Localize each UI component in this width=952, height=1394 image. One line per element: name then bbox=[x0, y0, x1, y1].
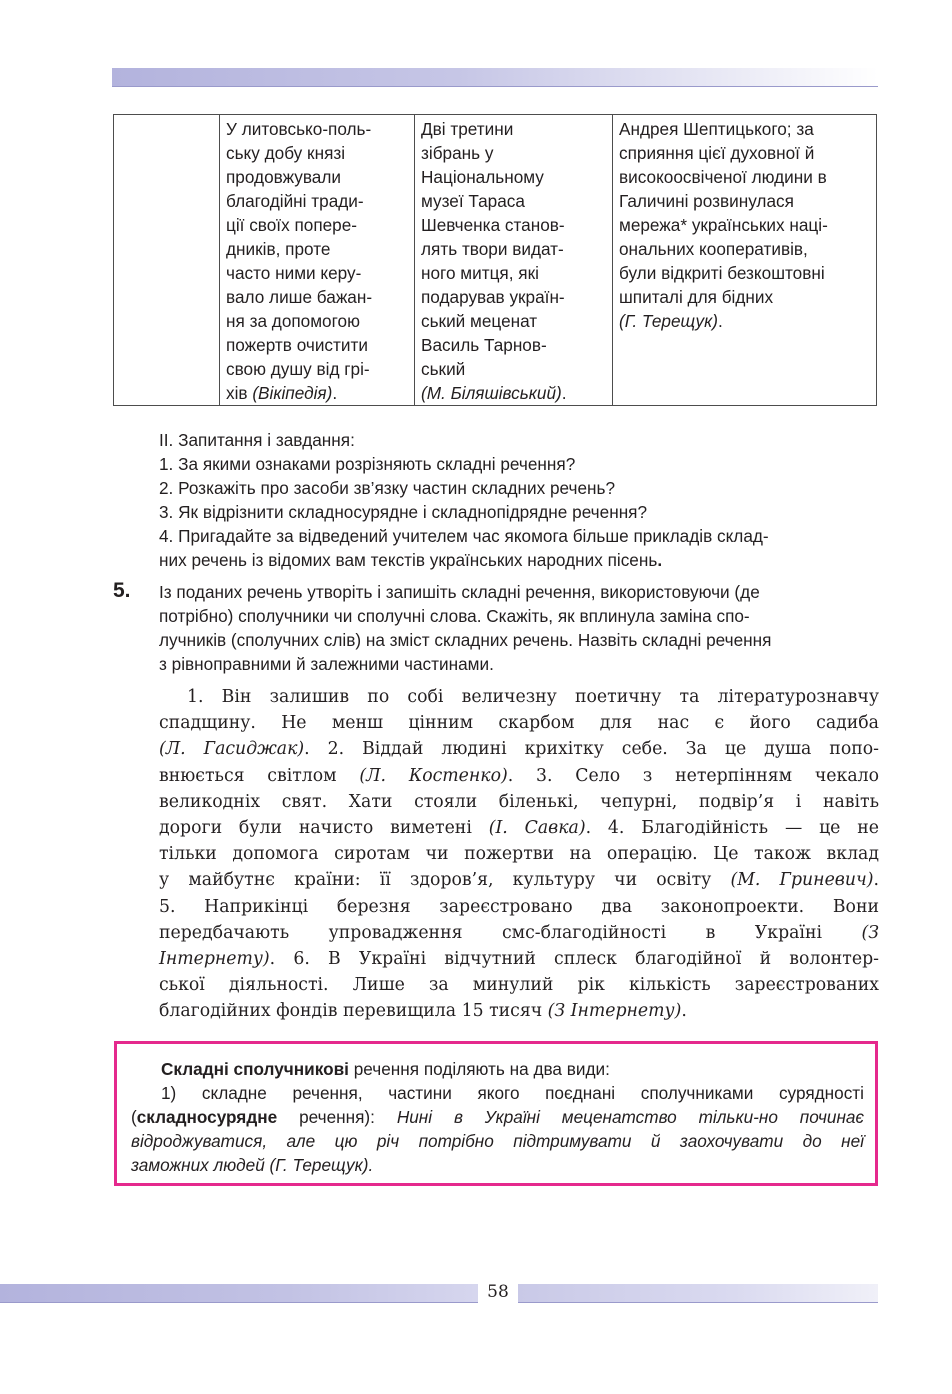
cell-line: мережа* українських наці- bbox=[619, 215, 828, 235]
table-cell-shevchenko-museum bbox=[415, 115, 613, 406]
cell-line: пожертв очистити bbox=[226, 335, 368, 355]
rule-example: Нині в Україні меценатство тільки-но починає bbox=[396, 1107, 864, 1127]
cell-line: Василь Тарнов- bbox=[421, 335, 547, 355]
sentence-line: 5. Наприкінці березня зареєстровано два законопроекти. Вони bbox=[159, 896, 879, 917]
cell-line: часто ними керу- bbox=[226, 263, 362, 283]
cell-line: ський bbox=[421, 359, 466, 379]
sentence-text: у майбутнє країни: її здоров’я, культуру чи освіту bbox=[159, 870, 731, 891]
sentence-text: . 3. Село з нетерпінням чекало bbox=[507, 765, 879, 786]
cell-line: ську добу князі bbox=[226, 143, 346, 163]
cell-line: були відкриті безкоштовні bbox=[619, 263, 825, 283]
cell-line: Національному bbox=[421, 167, 544, 187]
cell-text: хів bbox=[226, 383, 253, 403]
question-item: 4. Пригадайте за відведений учителем час якомога більше прикладів склад- bbox=[159, 526, 769, 546]
cell-line: Галичині розвинулася bbox=[619, 191, 794, 211]
footer-band-right bbox=[518, 1284, 878, 1302]
source-citation: Інтернету) bbox=[159, 949, 270, 970]
period: . bbox=[561, 383, 567, 403]
sentence-text: дороги були начисто виметені bbox=[159, 818, 489, 839]
source-citation: (Л. Костенко) bbox=[359, 765, 508, 786]
sentence-text: . 4. Благодійність — це не bbox=[585, 818, 880, 839]
cell-line: музеї Тараса bbox=[421, 191, 525, 211]
question-item: 3. Як відрізнити складносурядне і складнопідрядне речення? bbox=[159, 502, 648, 522]
rule-text: речення поділяють на два види: bbox=[348, 1059, 610, 1079]
header-band bbox=[112, 68, 878, 86]
cell-line-last bbox=[226, 381, 408, 405]
rule-line bbox=[131, 1057, 864, 1081]
cell-line: дників, проте bbox=[226, 239, 331, 259]
cell-line: подарував україн- bbox=[421, 287, 565, 307]
questions-section bbox=[159, 428, 881, 572]
cell-line: Шевченка станов- bbox=[421, 215, 565, 235]
rule-example: відроджуватися, але цю річ потрібно підтримувати й заохочувати до неї bbox=[131, 1131, 864, 1151]
cell-line: продовжували bbox=[226, 167, 341, 187]
period: . bbox=[717, 311, 723, 331]
table-cell-lithuanian-period bbox=[220, 115, 415, 406]
task-line: потрібно) сполучники чи сполучні слова. Скажіть, як вплинула заміна спо- bbox=[159, 606, 750, 626]
task-line: з рівноправними й залежними частинами. bbox=[159, 654, 494, 674]
source-citation: (М. Гриневич) bbox=[730, 870, 874, 891]
rule-box-text bbox=[131, 1057, 864, 1177]
sentence-line: тільки допомога сиротам чи пожертви на операцію. Це також вклад bbox=[159, 844, 879, 865]
source-citation: (І. Савка) bbox=[488, 818, 586, 839]
cell-line: ня за допомогою bbox=[226, 311, 360, 331]
page-number: 58 bbox=[487, 1282, 509, 1302]
rule-term: Складні сполучникові bbox=[161, 1059, 349, 1079]
rule-line bbox=[131, 1105, 864, 1129]
source-citation: (З Інтернету) bbox=[547, 1001, 682, 1022]
questions-heading: II. Запитання і завдання: bbox=[159, 430, 355, 450]
question-item-continuation bbox=[159, 548, 881, 572]
cell-line: шпиталі для бідних bbox=[619, 287, 774, 307]
rule-text: речення): bbox=[277, 1107, 397, 1127]
rule-text: ( bbox=[131, 1107, 137, 1127]
task-line: лучників (сполучних слів) на зміст складних речень. Назвіть складні речення bbox=[159, 630, 772, 650]
rule-example: заможних людей (Г. Терещук). bbox=[131, 1155, 374, 1175]
question-text: них речень із відомих вам текстів українських народних пісень bbox=[159, 550, 658, 570]
source-citation: (Г. Терещук) bbox=[619, 311, 718, 331]
sentence-text: . bbox=[681, 1001, 687, 1022]
sentence-line: 1. Він залишив по собі величезну поетичну та літературознавчу bbox=[187, 687, 879, 707]
sentence-line: спадщину. Не менш цінним скарбом для нас є його садиба bbox=[159, 713, 879, 734]
sentence-line bbox=[159, 946, 879, 972]
exercise-sentences bbox=[159, 684, 879, 1025]
cell-line: свою душу від грі- bbox=[226, 359, 370, 379]
cell-line: благодійні тради- bbox=[226, 191, 364, 211]
cell-line: ного митця, які bbox=[421, 263, 539, 283]
cell-line: ції своїх попере- bbox=[226, 215, 358, 235]
rule-line: 1) складне речення, частини якого поєднані сполучниками сурядності bbox=[161, 1083, 864, 1103]
footer-band-left bbox=[0, 1284, 478, 1302]
question-item: 2. Розкажіть про засоби зв’язку частин складних речень? bbox=[159, 478, 616, 498]
sentence-text: передбачають упровадження смс-благодійності в Україні bbox=[159, 922, 862, 943]
exercise-task bbox=[159, 580, 881, 676]
sentence-line bbox=[159, 998, 879, 1024]
task-line: Із поданих речень утворіть і запишіть складні речення, використовуючи (де bbox=[159, 582, 760, 602]
question-item: 1. За якими ознаками розрізняють складні речення? bbox=[159, 454, 576, 474]
cell-line: ський меценат bbox=[421, 311, 538, 331]
table-row bbox=[114, 115, 877, 406]
source-citation: (М. Біляшівський) bbox=[421, 383, 562, 403]
cell-line: високоосвіченої людини в bbox=[619, 167, 827, 187]
sentence-text: . 2. Віддай людині крихітку себе. За це душа попо- bbox=[304, 739, 879, 760]
table-cell-empty bbox=[114, 115, 220, 406]
sentence-line bbox=[159, 867, 879, 893]
cell-line: зібрань у bbox=[421, 143, 494, 163]
sentence-text: . bbox=[873, 870, 879, 891]
source-citation: (Вікіпедія) bbox=[252, 383, 333, 403]
period: . bbox=[332, 383, 338, 403]
cell-line: лять твори видат- bbox=[421, 239, 564, 259]
rule-term: складносурядне bbox=[136, 1107, 278, 1127]
sentence-line: великодніх свят. Хати стояли біленькі, чепурні, подвір’я і навіть bbox=[159, 791, 879, 812]
period: . bbox=[657, 550, 663, 570]
cell-line: Андрея Шептицького; за bbox=[619, 119, 814, 139]
sentence-line bbox=[159, 920, 879, 946]
cell-line-last bbox=[421, 381, 606, 405]
sentence-line: ської діяльності. Лише за минулий рік кількість зареєстрованих bbox=[159, 975, 879, 996]
sentence-text: внюється світлом bbox=[159, 765, 360, 786]
table-cell-sheptytsky bbox=[613, 115, 877, 406]
source-citation: (Л. Гасиджак) bbox=[159, 739, 305, 760]
sentence-text: благодійних фондів перевищила 15 тисяч bbox=[159, 1001, 548, 1022]
exercise-number: 5. bbox=[113, 579, 131, 602]
sentence-line bbox=[159, 736, 879, 762]
sentence-text: . 6. В Україні відчутний сплеск благодійної й волонтер- bbox=[269, 949, 879, 970]
cell-line: вало лише бажан- bbox=[226, 287, 373, 307]
sentence-line bbox=[159, 763, 879, 789]
quote-table bbox=[113, 114, 877, 406]
cell-line-last bbox=[619, 309, 870, 333]
cell-line: ональних кооперативів, bbox=[619, 239, 808, 259]
cell-line: Дві третини bbox=[421, 119, 514, 139]
cell-line: сприяння цієї духовної й bbox=[619, 143, 815, 163]
source-citation: (З bbox=[861, 922, 879, 943]
cell-line: У литовсько-поль- bbox=[226, 119, 372, 139]
sentence-line bbox=[159, 815, 879, 841]
